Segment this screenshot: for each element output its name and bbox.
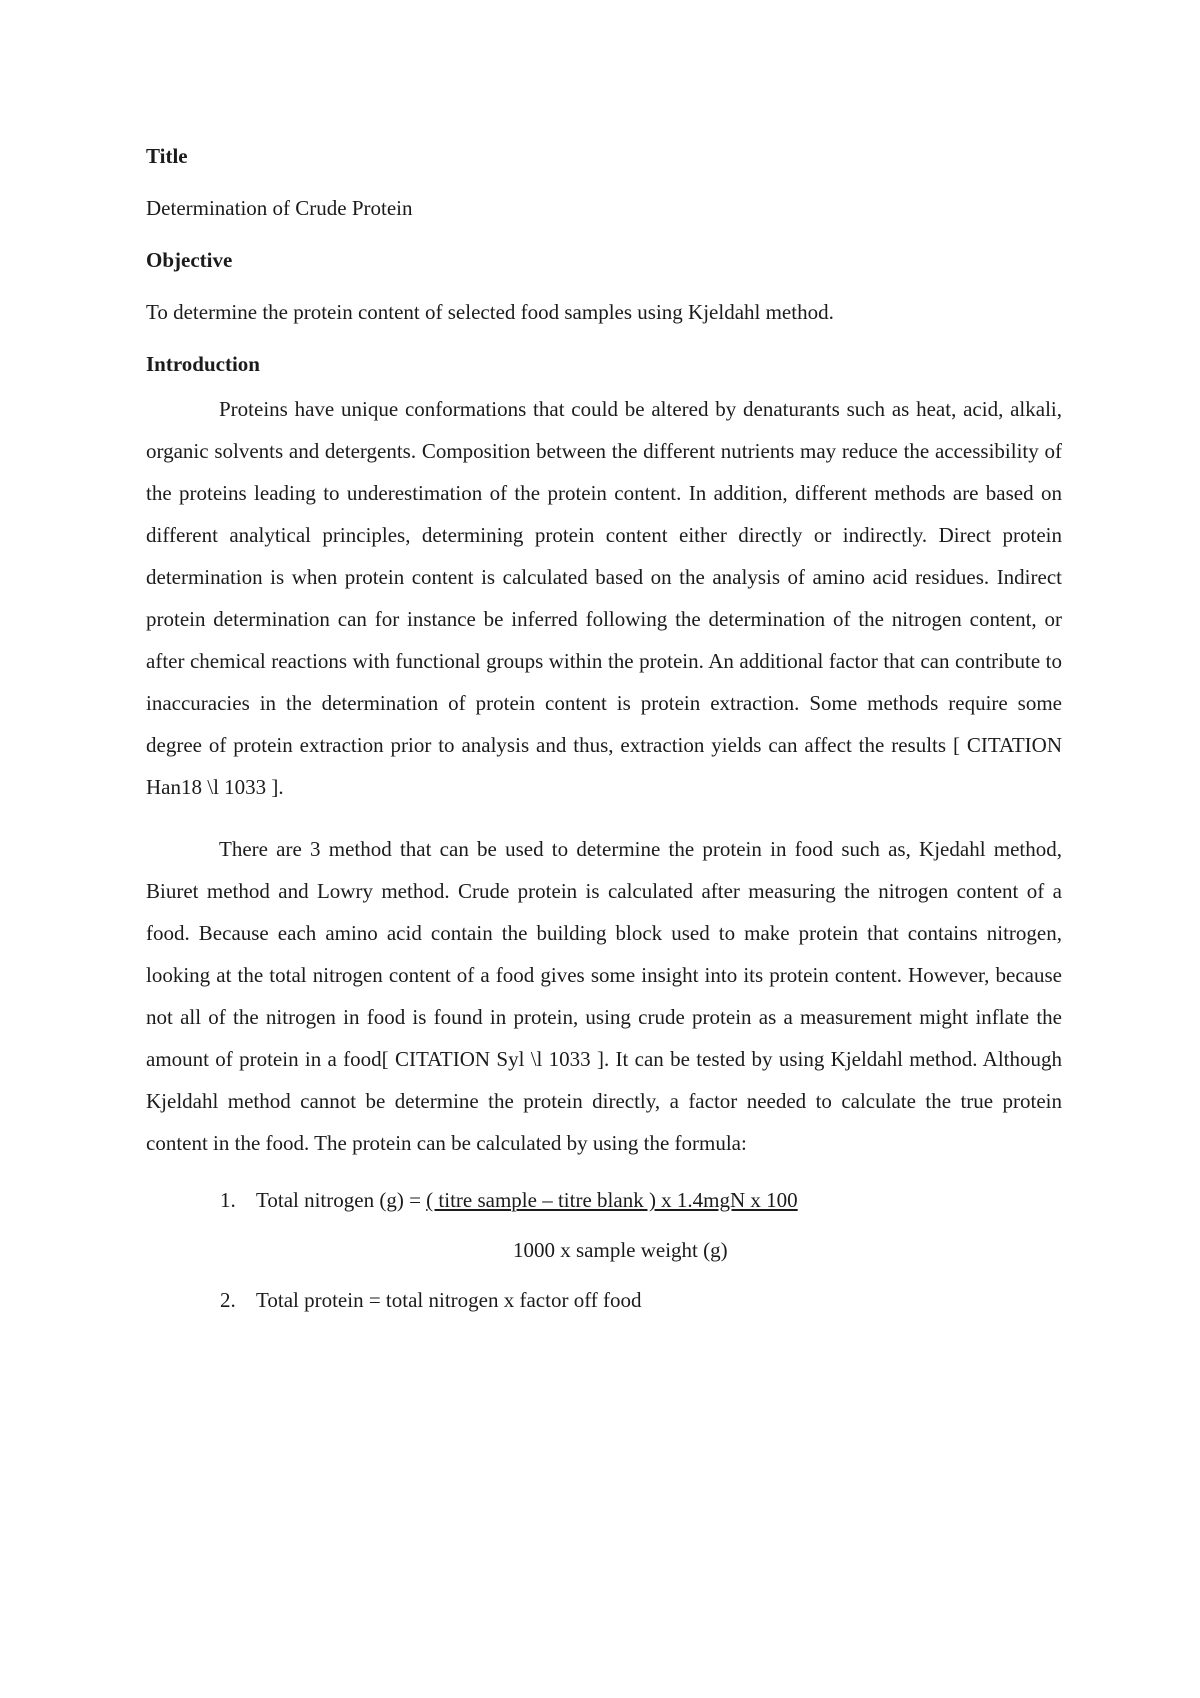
introduction-heading: Introduction (146, 352, 260, 376)
formula-text: Total protein = total nitrogen x factor off food (256, 1288, 642, 1312)
formula-number: 1. (220, 1188, 236, 1212)
formula-lhs: Total nitrogen (g) = (256, 1188, 427, 1212)
formula-item-1 (146, 1184, 1062, 1216)
formula-list (146, 1184, 1062, 1316)
document-page (146, 140, 1062, 1316)
formula-number: 2. (220, 1288, 236, 1312)
formula-numerator: ( titre sample – titre blank ) x 1.4mgN x 100 (426, 1188, 798, 1212)
title-heading: Title (146, 144, 188, 168)
formula-item-2 (146, 1284, 1062, 1316)
intro-paragraph-1: Proteins have unique conformations that could be altered by denaturants such as heat, acid, alkali, organic solvents and detergents. Composition between the different nutrients may reduce the accessibility of the proteins leading to underestimation of the protein content. In addition, different methods are based on different analytical principles, determining protein content either directly or indirectly. Direct protein determination is when protein content is calculated based on the analysis of amino acid residues. Indirect protein determination can for instance be inferred following the determination of the nitrogen content, or after chemical reactions with functional groups within the protein. An additional factor that can contribute to inaccuracies in the determination of protein content is protein extraction. Some methods require some degree of protein extraction prior to analysis and thus, extraction yields can affect the results [ CITATION Han18 \l 1033 ]. (146, 397, 1062, 799)
intro-paragraph-2: There are 3 method that can be used to determine the protein in food such as, Kjedahl method, Biuret method and Lowry method. Crude protein is calculated after measuring the nitrogen content of a food. Because each amino acid contain the building block used to make protein that contains nitrogen, looking at the total nitrogen content of a food gives some insight into its protein content. However, because not all of the nitrogen in food is found in protein, using crude protein as a measurement might inflate the amount of protein in a food[ CITATION Syl \l 1033 ]. It can be tested by using Kjeldahl method. Although Kjeldahl method cannot be determine the protein directly, a factor needed to calculate the true protein content in the food. The protein can be calculated by using the formula: (146, 837, 1062, 1155)
objective-text: To determine the protein content of selected food samples using Kjeldahl method. (146, 300, 834, 324)
objective-heading: Objective (146, 248, 233, 272)
formula-denominator: 1000 x sample weight (g) (513, 1238, 728, 1262)
document-title: Determination of Crude Protein (146, 196, 413, 220)
